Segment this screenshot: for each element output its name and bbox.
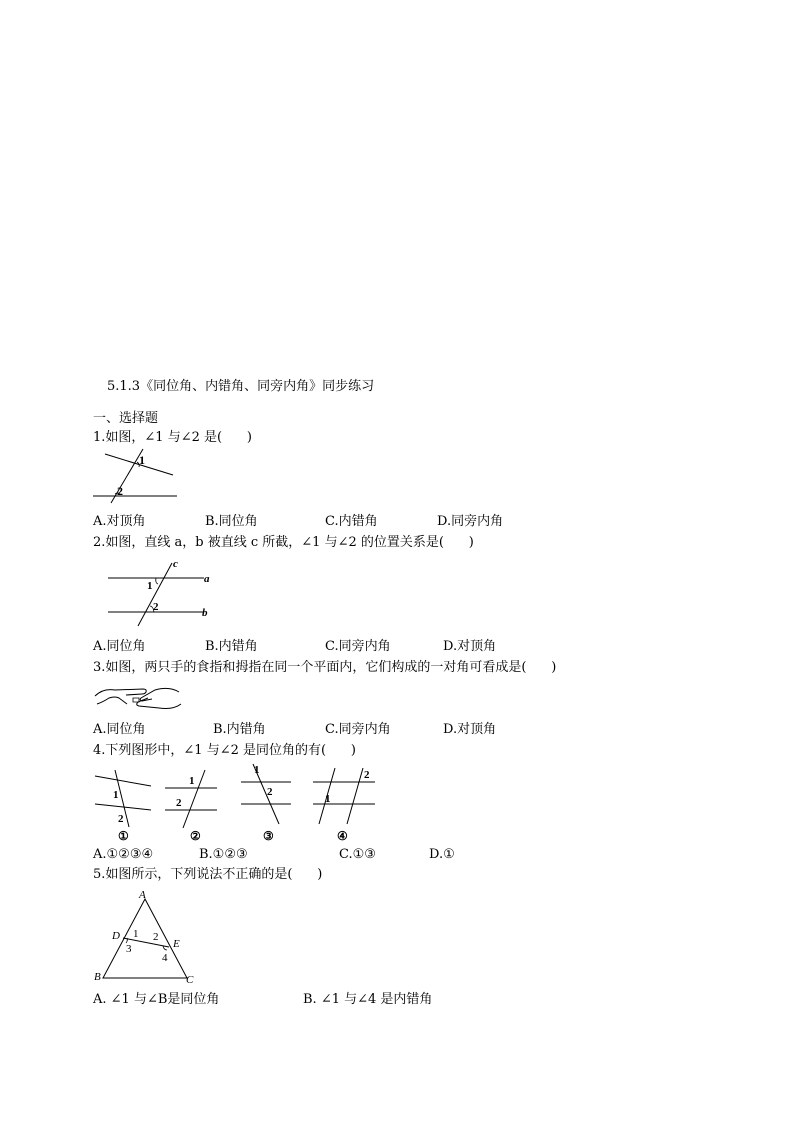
worksheet-title: 5.1.3《同位角、内错角、同旁内角》同步练习 <box>107 379 375 394</box>
figure-circle-1 <box>95 770 151 843</box>
fig4-angle-2-label: 2 <box>364 769 370 781</box>
q4-option-b[interactable]: B.①②③ <box>199 847 248 862</box>
question-5-triangle-figure <box>93 888 203 984</box>
q1-option-d[interactable]: D.同旁内角 <box>437 514 504 529</box>
angle-1-arc <box>156 578 158 584</box>
vertex-b-label: B <box>94 971 101 983</box>
angle-2-label: 2 <box>153 601 159 613</box>
left-hand-index-finger <box>95 689 146 696</box>
figure-circle-2 <box>165 770 217 843</box>
q1-option-b[interactable]: B.同位角 <box>205 514 258 529</box>
q3-option-b[interactable]: B.内错角 <box>213 722 266 737</box>
question-3-stem: 3.如图，两只手的食指和拇指在同一个平面内，它们构成的一对角可看成是( ) <box>93 660 557 675</box>
question-3-hands-figure <box>93 682 183 714</box>
finger-nail-detail <box>133 698 139 702</box>
q3-option-d[interactable]: D.对顶角 <box>443 722 497 737</box>
angle-1-label: 1 <box>133 928 139 940</box>
angle-1-label: 1 <box>139 453 145 467</box>
angle-1-label: 1 <box>147 580 153 592</box>
label-b: b <box>202 607 208 619</box>
label-a: a <box>204 573 210 585</box>
q4-option-d[interactable]: D.① <box>429 847 455 862</box>
angle-3-label: 3 <box>126 943 132 955</box>
question-2-stem: 2.如图，直线 a，b 被直线 c 所截，∠1 与∠2 的位置关系是( ) <box>93 535 474 550</box>
question-1-figure <box>93 451 183 503</box>
figure-2-marker: ② <box>190 829 201 843</box>
q2-option-c[interactable]: C.同旁内角 <box>325 639 391 654</box>
question-1-stem: 1.如图，∠1 与∠2 是( ) <box>93 430 252 445</box>
fig3-angle-1-label: 1 <box>254 764 260 776</box>
fig4-angle-1-label: 1 <box>325 793 331 805</box>
figure-1-marker: ① <box>118 829 129 843</box>
figure-4-marker: ④ <box>337 829 348 843</box>
figure-circle-3 <box>241 764 291 843</box>
q3-option-c[interactable]: C.同旁内角 <box>325 722 391 737</box>
vertex-d-label: D <box>112 930 120 942</box>
right-hand-thumb <box>137 698 181 709</box>
q5-option-b[interactable]: B. ∠1 与∠4 是内错角 <box>303 992 433 1007</box>
question-4-figures <box>93 762 393 844</box>
fig1-angle-2-label: 2 <box>118 813 124 825</box>
q3-option-a[interactable]: A.同位角 <box>93 722 146 737</box>
q2-option-b[interactable]: B.内错角 <box>205 639 258 654</box>
q1-option-c[interactable]: C.内错角 <box>325 514 378 529</box>
angle-4-label: 4 <box>162 952 168 964</box>
question-2-figure <box>100 556 220 626</box>
vertex-e-label: E <box>173 938 180 950</box>
angle-2-label: 2 <box>117 484 123 498</box>
fig1-angle-1-label: 1 <box>113 789 119 801</box>
q4-option-c[interactable]: C.①③ <box>339 847 376 862</box>
angle-2-label: 2 <box>153 931 159 943</box>
left-hand-thumb <box>97 697 127 704</box>
vertex-c-label: C <box>186 974 194 986</box>
section-heading: 一、选择题 <box>93 411 159 426</box>
figure-circle-4 <box>313 768 375 843</box>
line-c <box>138 563 172 626</box>
question-4-stem: 4.下列图形中，∠1 与∠2 是同位角的有( ) <box>93 743 356 758</box>
q1-option-a[interactable]: A.对顶角 <box>93 514 146 529</box>
question-5-stem: 5.如图所示，下列说法不正确的是( ) <box>93 867 323 882</box>
q2-option-a[interactable]: A.同位角 <box>93 639 146 654</box>
fig2-angle-1-label: 1 <box>189 775 195 787</box>
q2-option-d[interactable]: D.对顶角 <box>443 639 497 654</box>
fig2-angle-2-label: 2 <box>176 797 182 809</box>
q5-option-a[interactable]: A. ∠1 与∠B是同位角 <box>93 992 220 1007</box>
fig3-angle-2-label: 2 <box>267 786 273 798</box>
figure-3-marker: ③ <box>263 829 274 843</box>
q4-option-a[interactable]: A.①②③④ <box>93 847 154 862</box>
label-c: c <box>173 558 178 570</box>
vertex-a-label: A <box>139 889 146 901</box>
